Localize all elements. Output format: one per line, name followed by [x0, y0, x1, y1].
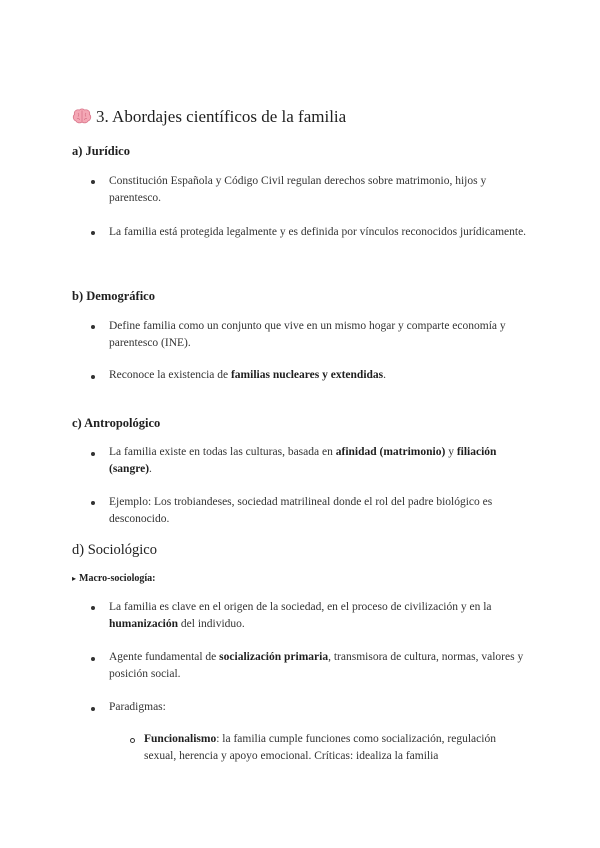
antropologico-bullet-2: Ejemplo: Los trobiandeses, sociedad matrilineal donde el rol del padre biológico es desconocido. [109, 496, 493, 525]
section-title-text: 3. Abordajes científicos de la familia [96, 107, 347, 126]
sociologico-bullet-2-pre: Agente fundamental de [109, 651, 220, 663]
sociologico-bullet-2-bold: socialización primaria [219, 651, 329, 663]
sub-bullet-circle [130, 738, 135, 743]
antropologico-bullet-1-bold-1: afinidad (matrimonio) [335, 446, 446, 458]
juridico-bullet-1: Constitución Española y Código Civil regulan derechos sobre matrimonio, hijos y parentesco. [109, 175, 487, 204]
section-title [72, 107, 346, 127]
sociologico-bullet-1-pre: La familia es clave en el origen de la sociedad, en el proceso de civilización y en la [109, 601, 492, 613]
sociologico-bullet-1 [109, 599, 539, 632]
antropologico-bullet-1-pre: La familia existe en todas las culturas, basada en [109, 446, 336, 458]
subheading-macro-sociologia-text: Macro-sociología: [79, 573, 156, 584]
demografico-bullet-2-pre: Reconoce la existencia de [109, 369, 231, 381]
heading-demografico: b) Demográfico [72, 289, 155, 303]
demografico-bullet-1: Define familia como un conjunto que vive en un mismo hogar y comparte economía y parentesco (INE). [109, 320, 506, 349]
bullet-dot [91, 707, 95, 711]
antropologico-bullet-1-post: . [149, 462, 152, 475]
heading-sociologico: d) Sociológico [72, 542, 157, 558]
sociologico-bullet-2 [109, 649, 539, 682]
bullet-dot [91, 325, 95, 329]
bullet-dot [91, 657, 95, 661]
antropologico-bullet-1 [109, 444, 539, 477]
triangle-right-icon: ▸ [72, 574, 77, 583]
antropologico-bullet-1-bold-2: filiación (sangre) [109, 446, 497, 475]
bullet-dot [91, 501, 95, 505]
bullet-dot [91, 180, 95, 184]
brain-icon [72, 108, 92, 124]
sociologico-bullet-3: Paradigmas: [109, 701, 166, 713]
demografico-bullet-2-bold: familias nucleares y extendidas [230, 369, 384, 381]
heading-antropologico: c) Antropológico [72, 416, 161, 430]
paradigma-funcionalismo [144, 731, 529, 764]
bullet-dot [91, 375, 95, 379]
bullet-dot [91, 606, 95, 610]
sociologico-bullet-1-bold: humanización [109, 617, 179, 630]
heading-juridico: a) Jurídico [72, 144, 130, 158]
bullet-dot [91, 231, 95, 235]
demografico-bullet-2-post: . [383, 369, 387, 381]
antropologico-bullet-1-mid: y [445, 446, 457, 458]
sociologico-bullet-2-post: , transmisora de cultura, normas, valores y posición social. [109, 651, 524, 680]
demografico-bullet-2 [109, 367, 539, 384]
paradigma-funcionalismo-bold: Funcionalismo [144, 733, 217, 745]
sociologico-bullet-1-post: del individuo. [178, 617, 245, 630]
bullet-dot [91, 452, 95, 456]
paradigma-funcionalismo-text: : la familia cumple funciones como socialización, regulación sexual, herencia y apoyo emocional. Críticas: idealiza la familia [144, 733, 496, 762]
juridico-bullet-2: La familia está protegida legalmente y es definida por vínculos reconocidos jurídicamente. [109, 226, 527, 238]
subheading-macro-sociologia [72, 573, 155, 584]
